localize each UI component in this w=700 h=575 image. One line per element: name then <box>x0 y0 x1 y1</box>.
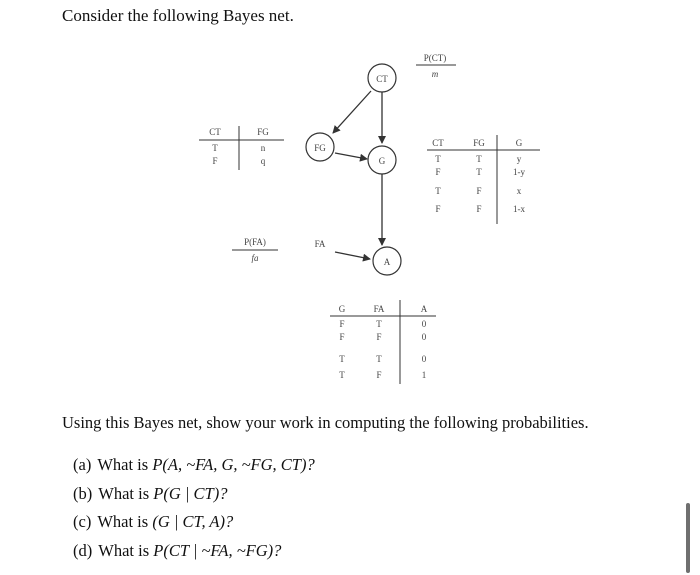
cpt-a-r1-val: 0 <box>421 319 427 329</box>
node-a-label: A <box>383 257 391 267</box>
cpt-g-r4-ct: F <box>435 204 441 214</box>
cpt-a-given-g-fa <box>330 300 436 384</box>
cpt-a-r4-val: 1 <box>421 370 427 380</box>
question-d-prefix: What is <box>98 541 154 560</box>
prior-fa-table <box>232 237 278 263</box>
cpt-g-header-fg: FG <box>473 138 485 148</box>
node-ct <box>368 64 396 92</box>
node-g <box>368 146 396 174</box>
cpt-g-r3-ct: T <box>435 186 441 196</box>
question-d-expr: P(CT | ~FA, ~FG)? <box>153 541 282 560</box>
cpt-a-r3-fa: T <box>376 354 382 364</box>
question-b-prefix: What is <box>98 484 154 503</box>
cpt-a-r4-fa: F <box>376 370 382 380</box>
cpt-g-r3-val: x <box>516 186 522 196</box>
cpt-g-r1-ct: T <box>435 154 441 164</box>
cpt-g-given-ct-fg <box>427 135 540 224</box>
cpt-g-r2-ct: F <box>435 167 441 177</box>
cpt-a-header-a: A <box>420 304 428 314</box>
edges <box>333 91 382 259</box>
cpt-g-r4-val: 1-x <box>513 204 525 214</box>
edge-fa-a <box>335 252 370 259</box>
instructions-text: Using this Bayes net, show your work in computing the following probabilities. <box>62 413 589 432</box>
cpt-a-header-g: G <box>338 304 346 314</box>
cpt-a-r3-val: 0 <box>421 354 427 364</box>
cpt-a-r2-g: F <box>339 332 345 342</box>
cpt-a-r1-g: F <box>339 319 345 329</box>
cpt-g-header-ct: CT <box>432 138 444 148</box>
cpt-g-r2-val: 1-y <box>513 167 525 177</box>
question-a <box>73 455 315 475</box>
cpt-a-r2-fa: F <box>376 332 382 342</box>
node-fg-label: FG <box>314 143 326 153</box>
question-b-label: (b) <box>73 484 93 503</box>
question-a-label: (a) <box>73 455 92 474</box>
question-d-label: (d) <box>73 541 93 560</box>
question-a-expr: P(A, ~FA, G, ~FG, CT)? <box>152 455 315 474</box>
prior-ct-title: P(CT) <box>423 53 447 63</box>
question-c <box>73 512 233 532</box>
question-a-prefix: What is <box>97 455 153 474</box>
edge-ct-fg <box>333 91 371 133</box>
edge-fg-g <box>335 153 367 159</box>
cpt-a-header-fa: FA <box>373 304 385 314</box>
question-b <box>73 484 227 504</box>
cpt-fg-r1-val: n <box>260 143 266 153</box>
cpt-a-r3-g: T <box>339 354 345 364</box>
cpt-g-r1-val: y <box>516 154 522 164</box>
node-a <box>373 247 401 275</box>
cpt-a-r4-g: T <box>339 370 345 380</box>
question-c-expr: (G | CT, A)? <box>152 512 234 531</box>
prior-ct-value: m <box>431 69 439 79</box>
question-c-prefix: What is <box>97 512 153 531</box>
prior-fa-title: P(FA) <box>244 237 266 247</box>
problem-heading: Consider the following Bayes net. <box>62 6 294 25</box>
question-b-expr: P(G | CT)? <box>153 484 228 503</box>
cpt-fg-header-ct: CT <box>209 127 221 137</box>
prior-ct-table <box>416 53 456 79</box>
scrollbar-thumb[interactable] <box>686 503 690 573</box>
node-fg <box>306 133 334 161</box>
cpt-g-r1-fg: T <box>476 154 482 164</box>
cpt-g-r2-fg: T <box>476 167 482 177</box>
cpt-a-r2-val: 0 <box>421 332 427 342</box>
question-c-label: (c) <box>73 512 92 531</box>
prior-fa-value: fa <box>251 253 259 263</box>
question-d <box>73 541 281 561</box>
cpt-fg-header-fg: FG <box>257 127 269 137</box>
cpt-fg-r2-ct: F <box>212 156 218 166</box>
node-fa-label: FA <box>314 239 326 249</box>
node-ct-label: CT <box>376 74 388 84</box>
node-g-label: G <box>378 156 386 166</box>
cpt-fg-r1-ct: T <box>212 143 218 153</box>
cpt-fg-r2-val: q <box>260 156 266 166</box>
cpt-g-header-g: G <box>515 138 523 148</box>
cpt-a-r1-fa: T <box>376 319 382 329</box>
cpt-g-r4-fg: F <box>476 204 482 214</box>
cpt-fg-given-ct <box>199 126 284 170</box>
cpt-g-r3-fg: F <box>476 186 482 196</box>
